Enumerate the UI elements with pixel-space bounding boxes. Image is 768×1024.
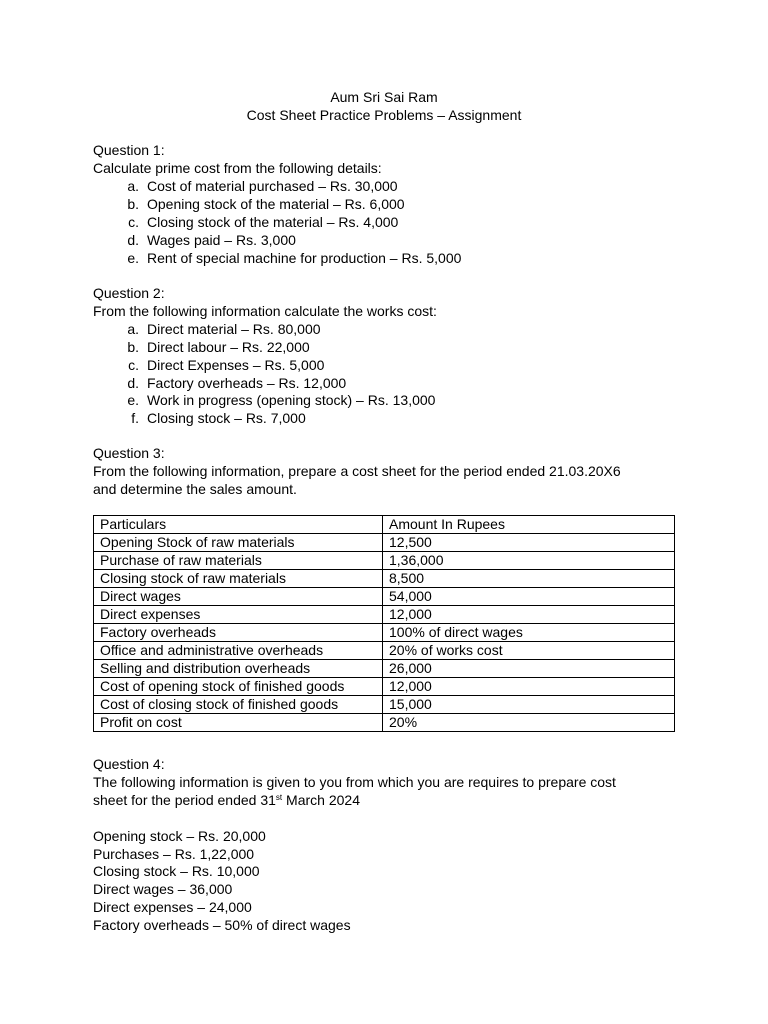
list-marker: e. <box>127 250 139 266</box>
ordinal-suffix: st <box>275 793 283 802</box>
list-marker: d. <box>127 232 139 248</box>
list-marker: b. <box>127 196 139 212</box>
list-item <box>93 374 346 392</box>
q3-intro-line1: From the following information, prepare a cost sheet for the period ended 21.03.20X6 <box>93 463 621 479</box>
q2-heading: Question 2: <box>93 285 165 301</box>
list-marker: e. <box>127 392 139 408</box>
table-row <box>94 534 675 552</box>
list-marker: b. <box>127 339 139 355</box>
table-cell: Cost of opening stock of finished goods <box>94 678 383 696</box>
list-text: Direct Expenses – Rs. 5,000 <box>147 357 325 373</box>
doc-title-line1: Aum Sri Sai Ram <box>330 89 438 105</box>
table-cell: 12,000 <box>383 678 675 696</box>
list-item <box>93 356 324 374</box>
table-row <box>94 678 675 696</box>
table-header-row <box>94 516 675 534</box>
list-text: Direct labour – Rs. 22,000 <box>147 339 310 355</box>
list-item <box>93 231 296 249</box>
q3-heading: Question 3: <box>93 445 165 461</box>
table-cell: Cost of closing stock of finished goods <box>94 696 383 714</box>
table-cell: 100% of direct wages <box>383 624 675 642</box>
list-text: Rent of special machine for production – Rs. 5,000 <box>147 250 462 266</box>
list-text: Wages paid – Rs. 3,000 <box>147 232 296 248</box>
cost-data-table <box>93 515 675 732</box>
list-item <box>93 249 461 267</box>
list-item <box>93 195 405 213</box>
list-marker: f. <box>131 410 139 426</box>
table-cell: Closing stock of raw materials <box>94 570 383 588</box>
q4-intro-text: sheet for the period ended 31 <box>93 792 276 808</box>
list-item <box>93 409 306 427</box>
list-marker: a. <box>127 178 139 194</box>
list-marker: d. <box>127 375 139 391</box>
list-text: Opening stock of the material – Rs. 6,000 <box>147 196 405 212</box>
table-cell: 15,000 <box>383 696 675 714</box>
q4-heading: Question 4: <box>93 756 165 772</box>
table-cell: 12,500 <box>383 534 675 552</box>
q2-intro: From the following information calculate the works cost: <box>93 303 437 319</box>
list-text: Cost of material purchased – Rs. 30,000 <box>147 178 398 194</box>
list-item <box>93 338 310 356</box>
q4-intro-line2 <box>93 791 360 809</box>
table-cell: Office and administrative overheads <box>94 642 383 660</box>
table-cell: Purchase of raw materials <box>94 552 383 570</box>
doc-title-line2: Cost Sheet Practice Problems – Assignment <box>246 107 522 123</box>
q4-data-line: Opening stock – Rs. 20,000 <box>93 828 266 844</box>
table-row <box>94 606 675 624</box>
table-row <box>94 552 675 570</box>
q3-intro-line2: and determine the sales amount. <box>93 481 297 497</box>
table-row <box>94 696 675 714</box>
table-cell: Factory overheads <box>94 624 383 642</box>
list-marker: c. <box>128 214 139 230</box>
q4-intro-line1: The following information is given to you from which you are requires to prepare cost <box>93 774 616 790</box>
list-text: Factory overheads – Rs. 12,000 <box>147 375 347 391</box>
list-text: Work in progress (opening stock) – Rs. 13,000 <box>147 392 436 408</box>
table-cell: 20% of works cost <box>383 642 675 660</box>
q1-heading: Question 1: <box>93 142 165 158</box>
table-header-cell: Particulars <box>94 516 383 534</box>
q4-data-line: Purchases – Rs. 1,22,000 <box>93 846 255 862</box>
list-text: Closing stock of the material – Rs. 4,000 <box>147 214 399 230</box>
table-cell: Direct wages <box>94 588 383 606</box>
q4-data-line: Direct wages – 36,000 <box>93 881 233 897</box>
list-item <box>93 320 321 338</box>
table-cell: Profit on cost <box>94 714 383 732</box>
table-cell: 12,000 <box>383 606 675 624</box>
table-row <box>94 642 675 660</box>
list-item <box>93 391 435 409</box>
q4-intro-text: March 2024 <box>282 792 360 808</box>
list-marker: c. <box>128 357 139 373</box>
table-row <box>94 624 675 642</box>
list-text: Direct material – Rs. 80,000 <box>147 321 321 337</box>
list-item <box>93 177 398 195</box>
table-cell: 1,36,000 <box>383 552 675 570</box>
table-cell: 8,500 <box>383 570 675 588</box>
table-cell: Selling and distribution overheads <box>94 660 383 678</box>
table-row <box>94 570 675 588</box>
table-header-cell: Amount In Rupees <box>383 516 675 534</box>
table-row <box>94 588 675 606</box>
q4-data-line: Direct expenses – 24,000 <box>93 899 252 915</box>
table-cell: 20% <box>383 714 675 732</box>
table-cell: Direct expenses <box>94 606 383 624</box>
q1-intro: Calculate prime cost from the following details: <box>93 160 382 176</box>
q4-data-line: Closing stock – Rs. 10,000 <box>93 863 260 879</box>
q4-data-line: Factory overheads – 50% of direct wages <box>93 917 351 933</box>
table-cell: 26,000 <box>383 660 675 678</box>
list-marker: a. <box>127 321 139 337</box>
table-cell: 54,000 <box>383 588 675 606</box>
table-row <box>94 714 675 732</box>
table-cell: Opening Stock of raw materials <box>94 534 383 552</box>
list-text: Closing stock – Rs. 7,000 <box>147 410 306 426</box>
list-item <box>93 213 398 231</box>
table-row <box>94 660 675 678</box>
